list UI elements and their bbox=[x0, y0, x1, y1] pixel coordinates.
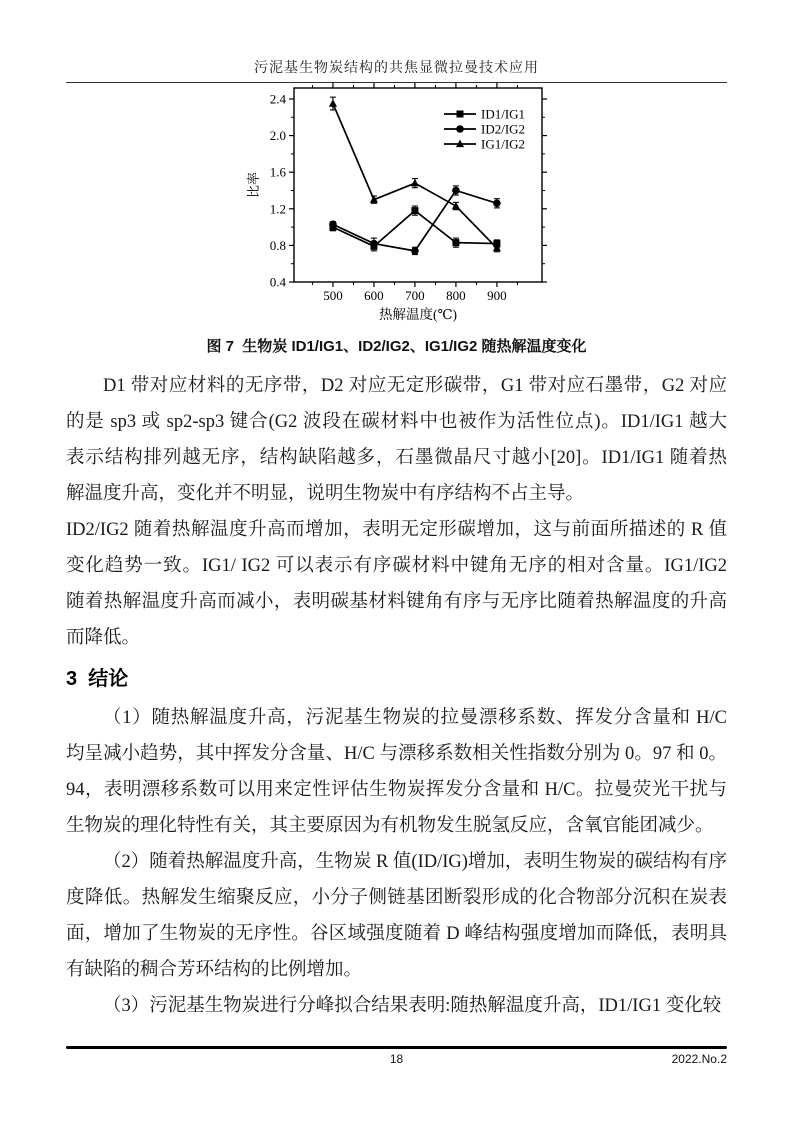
footer-rule bbox=[66, 1046, 727, 1049]
text-line: （1）随热解温度升高，污泥基生物炭的拉曼漂移系数、挥发分含量和 H/C bbox=[103, 708, 727, 728]
marker-circle bbox=[329, 221, 337, 229]
figure-7 bbox=[244, 76, 564, 327]
text-line: 94，表明漂移系数可以用来定性评估生物炭挥发分含量和 H/C。拉曼荧光干扰与 bbox=[66, 780, 727, 800]
x-tick-label: 900 bbox=[487, 288, 507, 303]
legend-label: IG1/IG2 bbox=[481, 136, 526, 152]
paragraph bbox=[66, 512, 727, 656]
legend-label: ID1/IG1 bbox=[481, 106, 526, 122]
text-line: 均呈减小趋势，其中挥发分含量、H/C 与漂移系数相关性指数分别为 0。97 和 0。 bbox=[66, 744, 727, 764]
figure-caption: 图 7 生物炭 ID1/IG1、ID2/IG2、IG1/IG2 随热解温度变化 bbox=[206, 338, 587, 355]
marker-square bbox=[452, 239, 459, 246]
marker-circle bbox=[456, 125, 464, 133]
legend-label: ID2/IG2 bbox=[481, 121, 526, 137]
issue-label: 2022.No.2 bbox=[671, 1052, 727, 1066]
x-tick-label: 600 bbox=[364, 288, 384, 303]
body-content bbox=[66, 368, 727, 1024]
text-line: ID2/IG2 随着热解温度升高而增加，表明无定形碳增加，这与前面所描述的 R 值 bbox=[66, 520, 727, 540]
series-line-ID1-IG1 bbox=[333, 211, 497, 247]
text-line: 解温度升高，变化并不明显，说明生物炭中有序结构不占主导。 bbox=[66, 484, 585, 504]
text-line: 生物炭的理化特性有关，其主要原因为有机物发生脱氢反应，含氧官能团减少。 bbox=[66, 816, 714, 836]
x-tick-label: 500 bbox=[323, 288, 343, 303]
marker-circle bbox=[452, 187, 460, 195]
marker-circle bbox=[411, 247, 419, 255]
marker-triangle bbox=[411, 179, 419, 186]
x-tick-label: 800 bbox=[446, 288, 466, 303]
paragraph bbox=[66, 700, 727, 844]
marker-square bbox=[457, 111, 464, 118]
text-line: 随着热解温度升高而减小，表明碳基材料键角有序与无序比随着热解温度的升高 bbox=[66, 592, 727, 612]
x-tick-label: 700 bbox=[405, 288, 425, 303]
y-tick-label: 2.4 bbox=[269, 91, 286, 107]
running-head-title: 污泥基生物炭结构的共焦显微拉曼技术应用 bbox=[254, 61, 539, 76]
text-line: 面，增加了生物炭的无序性。谷区域强度随着 D 峰结构强度增加而降低，表明具 bbox=[66, 924, 727, 944]
paragraph bbox=[66, 988, 727, 1024]
y-tick-label: 0.4 bbox=[269, 274, 286, 290]
text-line: （3）污泥基生物炭进行分峰拟合结果表明:随热解温度升高，ID1/IG1 变化较 bbox=[103, 996, 722, 1016]
y-tick-label: 2.0 bbox=[269, 128, 286, 144]
text-line: 而降低。 bbox=[66, 628, 141, 648]
y-tick-label: 1.6 bbox=[269, 164, 286, 180]
paragraph bbox=[66, 368, 727, 512]
marker-circle bbox=[370, 240, 378, 248]
text-line: 有缺陷的稠合芳环结构的比例增加。 bbox=[66, 960, 363, 980]
page-number: 18 bbox=[389, 1052, 404, 1066]
text-line: D1 带对应材料的无序带，D2 对应无定形碳带，G1 带对应石墨带，G2 对应 bbox=[103, 376, 727, 396]
series-line-ID2-IG2 bbox=[333, 190, 497, 250]
text-line: 的是 sp3 或 sp2-sp3 键合(G2 波段在碳材料中也被作为活性位点)。ID1/IG1 越大 bbox=[66, 412, 727, 432]
text-line: 度降低。热解发生缩聚反应，小分子侧链基团断裂形成的化合物部分沉积在炭表 bbox=[66, 888, 727, 908]
series-line-IG1-IG2 bbox=[333, 104, 497, 249]
text-line: （2）随着热解温度升高，生物炭 R 值(ID/IG)增加，表明生物炭的碳结构有序 bbox=[103, 852, 727, 872]
marker-circle bbox=[493, 200, 501, 208]
marker-square bbox=[411, 207, 418, 214]
marker-triangle bbox=[329, 99, 337, 106]
paragraph bbox=[66, 844, 727, 988]
y-tick-label: 0.8 bbox=[269, 237, 286, 253]
x-axis-label: 热解温度(℃) bbox=[378, 307, 458, 322]
text-line: 变化趋势一致。IG1/ IG2 可以表示有序碳材料中键角无序的相对含量。IG1/IG2 bbox=[66, 556, 727, 576]
y-tick-label: 1.2 bbox=[269, 201, 286, 217]
y-axis-label: 比率 bbox=[246, 171, 261, 199]
raman-ratio-line-chart bbox=[244, 76, 564, 322]
text-line: 表示结构排列越无序，结构缺陷越多，石墨微晶尺寸越小[20]。ID1/IG1 随着热 bbox=[66, 448, 727, 468]
section-heading: 3 结论 bbox=[66, 668, 129, 690]
footer-row bbox=[66, 1052, 727, 1070]
